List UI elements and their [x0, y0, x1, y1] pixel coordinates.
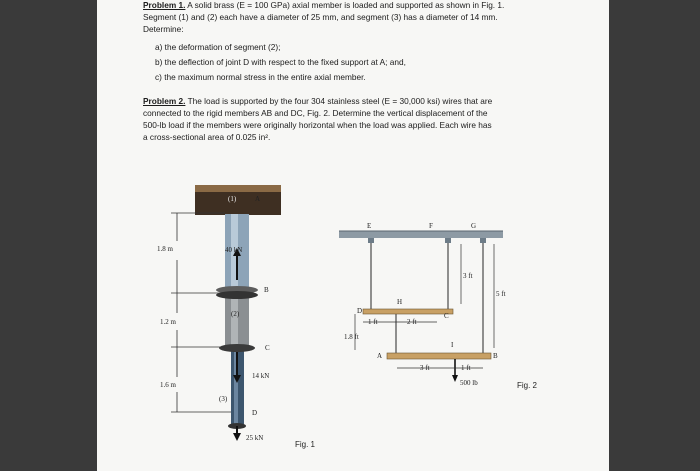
fig2-label-b: B	[493, 352, 498, 360]
fig1-label-seg3: (3)	[219, 395, 228, 403]
fig1-label-load3: 25 kN	[246, 434, 264, 442]
fig1-drawing	[97, 0, 609, 471]
fig2-caption: Fig. 2	[517, 381, 538, 390]
fig2-label-3ft: 3 ft	[463, 272, 473, 280]
fig2-label-d: D	[357, 307, 363, 315]
problem1-line3: Determine:	[143, 24, 184, 34]
fig1-label-seg1: (1)	[228, 195, 237, 203]
problem1-item-a: a) the deformation of segment (2);	[155, 42, 281, 52]
fig1-segment-2-highlight	[231, 296, 238, 348]
fig2-label-1ft-b: 1 ft	[461, 364, 471, 372]
problem2-line4: a cross-sectional area of 0.025 in².	[143, 132, 271, 142]
fig1-collar-b-lower	[216, 291, 258, 299]
problem2-title: Problem 2.	[143, 96, 186, 106]
fig1-label-len3: 1.6 m	[160, 381, 176, 389]
fig2-label-i: I	[451, 341, 454, 349]
fig2-label-5ft: 5 ft	[496, 290, 506, 298]
fig2-label-h: H	[397, 298, 403, 306]
fig2-label-a: A	[377, 352, 383, 360]
problem2-statement: The load is supported by the four 304 stainless steel (E = 30,000 ksi) wires that are	[185, 96, 493, 106]
fig2-label-f: F	[429, 222, 433, 230]
fig1-label-seg2: (2)	[231, 310, 240, 318]
fig2-ceiling	[339, 231, 503, 238]
fig1-label-c: C	[265, 344, 270, 352]
fig1-label-a: A	[255, 195, 261, 203]
problem1-line2: Segment (1) and (2) each have a diameter of 25 mm, and segment (3) has a diameter of 14 mm.	[143, 12, 498, 22]
fig1-support-top	[195, 185, 281, 192]
problem1-item-b: b) the deflection of joint D with respect to the fixed support at A; and,	[155, 57, 406, 67]
fig2-beam-ab	[387, 353, 491, 359]
fig1-label-len2: 1.2 m	[160, 318, 176, 326]
problem1-statement: A solid brass (E = 100 GPa) axial member is loaded and supported as shown in Fig. 1.	[185, 0, 505, 10]
fig2-label-c: C	[444, 312, 449, 320]
fig2-beam-dc	[363, 309, 453, 314]
fig1-label-load2: 14 kN	[252, 372, 270, 380]
document-page	[97, 0, 609, 471]
fig2-label-1ft: 1 ft	[368, 318, 378, 326]
fig2-wires	[371, 238, 483, 355]
fig1-label-load1: 40 kN	[225, 246, 243, 254]
fig1-collar-c	[219, 344, 255, 352]
fig2-label-e: E	[367, 222, 372, 230]
fig1-dimension-lines	[171, 213, 231, 412]
fig2-label-2ft: 2 ft	[407, 318, 417, 326]
fig1-label-b: B	[264, 286, 269, 294]
fig1-label-d: D	[252, 409, 258, 417]
fig1-caption: Fig. 1	[295, 440, 316, 449]
fig2-hangers	[368, 238, 486, 243]
fig1-label-len1: 1.8 m	[157, 245, 173, 253]
fig2-load-arrow	[452, 359, 458, 382]
fig2-dimension-lines	[355, 244, 494, 368]
problem2-line3: 500-lb load if the members were originally horizontal when the load was applied. Each wire has	[143, 120, 492, 130]
fig2-label-load: 500 lb	[460, 379, 478, 387]
problem2-line2: connected to the rigid members AB and DC, Fig. 2. Determine the vertical displacement of the	[143, 108, 488, 118]
fig2-label-3ft-b: 3 ft	[420, 364, 430, 372]
fig2-label-1-8ft: 1.8 ft	[344, 333, 359, 341]
fig2-drawing	[339, 231, 503, 382]
problem1-title: Problem 1.	[143, 0, 186, 10]
fig2-label-g: G	[471, 222, 477, 230]
problem1-item-c: c) the maximum normal stress in the entire axial member.	[155, 72, 366, 82]
